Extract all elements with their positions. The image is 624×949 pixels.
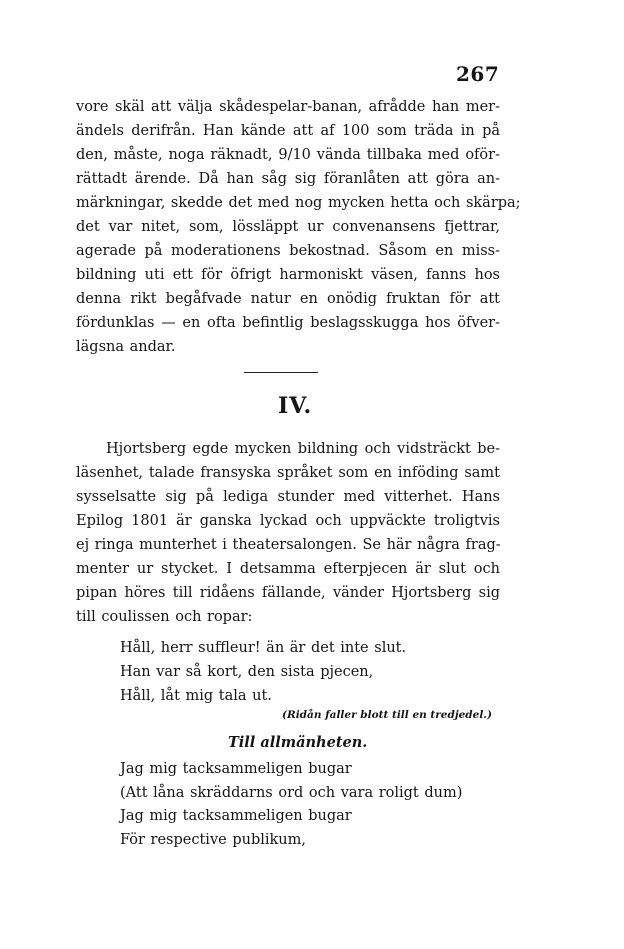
verse-subheading: Till allmänheten. xyxy=(228,734,368,751)
text-line: till coulissen och ropar: xyxy=(76,609,253,625)
text-line: läsenhet, talade fransyska språket som en inföding samt xyxy=(76,465,500,481)
text-line: Hjortsberg egde mycken bildning och vidsträckt be- xyxy=(106,441,500,457)
text-line: pipan höres till ridåens fällande, vänder Hjortsberg sig xyxy=(76,585,500,601)
text-line: ej ringa munterhet i theatersalongen. Se här några frag- xyxy=(76,537,501,553)
text-line: menter ur stycket. I detsamma efterpjecen är slut och xyxy=(76,561,500,577)
verse-line: För respective publikum, xyxy=(120,831,306,848)
verse-line: Håll, låt mig tala ut. xyxy=(120,688,272,704)
text-line: den, måste, noga räknadt, 9/10 vända tillbaka med oför- xyxy=(76,147,500,163)
paragraph-1 xyxy=(76,95,521,359)
text-line: lägsna andar. xyxy=(76,339,176,355)
section-heading: IV. xyxy=(278,393,313,419)
text-line: märkningar, skedde det med nog mycken hetta och skärpa; xyxy=(76,195,521,211)
section-divider xyxy=(244,372,318,373)
text-line: denna rikt begåfvade natur en onödig fruktan för att xyxy=(76,291,500,307)
verse-line: Han var så kort, den sista pjecen, xyxy=(120,664,374,680)
verse-line: Jag mig tacksammeligen bugar xyxy=(120,761,352,777)
verse-block-1 xyxy=(120,636,520,708)
text-line: fördunklas — en ofta befintlig beslagsskugga hos öfver- xyxy=(76,315,500,331)
verse-line: (Att låna skräddarns ord och vara roligt dum) xyxy=(120,784,463,801)
verse-line: Håll, herr suffleur! än är det inte slut. xyxy=(120,640,407,656)
page-number: 267 xyxy=(456,62,500,86)
text-line: rättadt ärende. Då han såg sig föranlåten att göra an- xyxy=(76,171,500,187)
text-line: det var nitet, som, lössläppt ur convenansens fjettrar, xyxy=(76,219,500,235)
text-line: agerade på moderationens bekostnad. Såsom en miss- xyxy=(76,243,500,259)
stage-direction: (Ridån faller blott till en tredjedel.) xyxy=(282,709,492,721)
text-line: Epilog 1801 är ganska lyckad och uppväckte troligtvis xyxy=(76,513,500,529)
paragraph-2 xyxy=(76,437,500,629)
verse-block-2 xyxy=(120,758,520,852)
text-line: bildning uti ett för öfrigt harmoniskt väsen, fanns hos xyxy=(76,267,500,283)
text-line: ändels derifrån. Han kände att af 100 som träda in på xyxy=(76,123,500,139)
text-line: vore skäl att välja skådespelar-banan, afrådde han mer- xyxy=(76,99,500,115)
verse-line: Jag mig tacksammeligen bugar xyxy=(120,808,352,824)
text-line: sysselsatte sig på lediga stunder med vitterhet. Hans xyxy=(76,489,500,505)
